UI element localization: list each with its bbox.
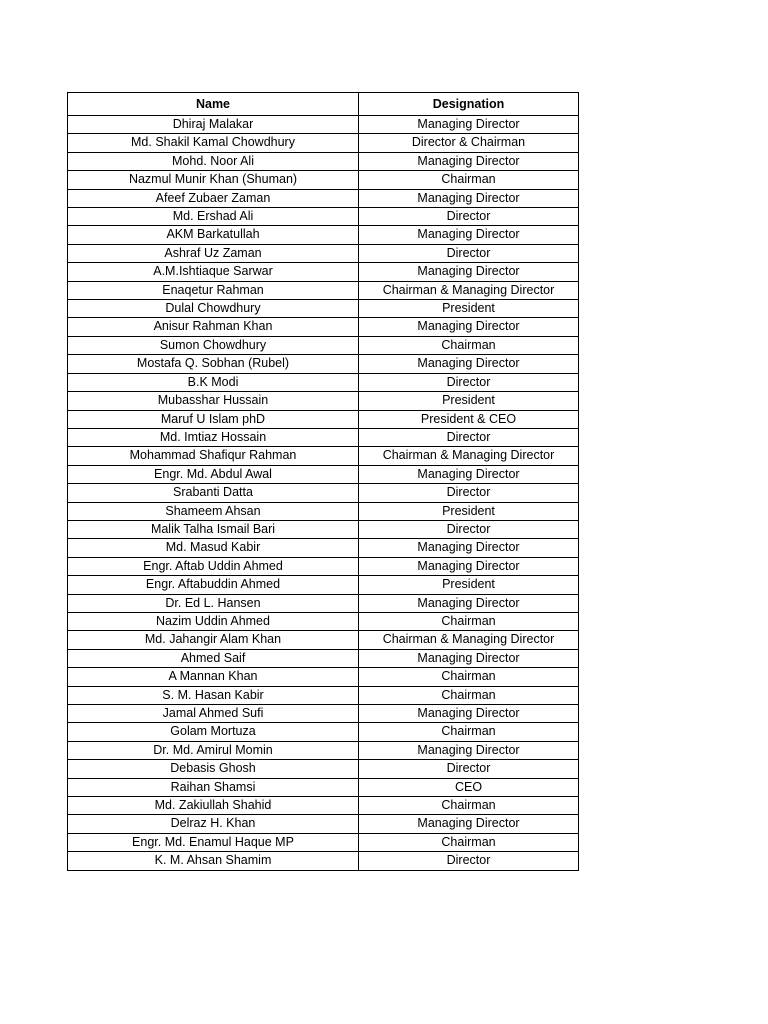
cell-designation: Managing Director: [359, 116, 579, 134]
cell-name: Md. Jahangir Alam Khan: [68, 631, 359, 649]
cell-designation: Managing Director: [359, 557, 579, 575]
cell-name: Nazmul Munir Khan (Shuman): [68, 171, 359, 189]
cell-name: Malik Talha Ismail Bari: [68, 520, 359, 538]
cell-designation: President: [359, 502, 579, 520]
cell-designation: Managing Director: [359, 318, 579, 336]
cell-name: Delraz H. Khan: [68, 815, 359, 833]
cell-designation: Managing Director: [359, 152, 579, 170]
table-row: [68, 428, 579, 446]
cell-designation: Chairman: [359, 668, 579, 686]
cell-designation: Director: [359, 852, 579, 870]
table-row: [68, 520, 579, 538]
table-row: [68, 116, 579, 134]
cell-name: Md. Shakil Kamal Chowdhury: [68, 134, 359, 152]
cell-name: Golam Mortuza: [68, 723, 359, 741]
cell-name: Engr. Md. Abdul Awal: [68, 465, 359, 483]
cell-name: K. M. Ahsan Shamim: [68, 852, 359, 870]
cell-designation: Managing Director: [359, 539, 579, 557]
cell-designation: Chairman: [359, 686, 579, 704]
cell-designation: President & CEO: [359, 410, 579, 428]
cell-name: Engr. Aftabuddin Ahmed: [68, 576, 359, 594]
table-body: [68, 116, 579, 871]
table-row: [68, 778, 579, 796]
cell-name: Shameem Ahsan: [68, 502, 359, 520]
cell-designation: Managing Director: [359, 226, 579, 244]
cell-name: Debasis Ghosh: [68, 760, 359, 778]
cell-name: Mohammad Shafiqur Rahman: [68, 447, 359, 465]
cell-designation: Director & Chairman: [359, 134, 579, 152]
table-row: [68, 134, 579, 152]
table-row: [68, 152, 579, 170]
table-row: [68, 171, 579, 189]
table-row: [68, 668, 579, 686]
table-row: [68, 447, 579, 465]
document-page: [67, 92, 579, 871]
cell-name: Sumon Chowdhury: [68, 336, 359, 354]
table-row: [68, 392, 579, 410]
header-row: [68, 93, 579, 116]
cell-designation: Director: [359, 208, 579, 226]
cell-designation: Managing Director: [359, 263, 579, 281]
cell-designation: Chairman & Managing Director: [359, 281, 579, 299]
table-row: [68, 244, 579, 262]
table-row: [68, 465, 579, 483]
cell-designation: Managing Director: [359, 594, 579, 612]
cell-designation: Managing Director: [359, 705, 579, 723]
table-row: [68, 502, 579, 520]
cell-designation: President: [359, 576, 579, 594]
table-row: [68, 741, 579, 759]
cell-designation: Managing Director: [359, 741, 579, 759]
cell-name: Jamal Ahmed Sufi: [68, 705, 359, 723]
cell-name: S. M. Hasan Kabir: [68, 686, 359, 704]
cell-name: Dr. Md. Amirul Momin: [68, 741, 359, 759]
table-row: [68, 355, 579, 373]
column-header-name: Name: [68, 93, 359, 116]
cell-designation: Director: [359, 373, 579, 391]
cell-name: Engr. Md. Enamul Haque MP: [68, 833, 359, 851]
cell-designation: Chairman: [359, 797, 579, 815]
cell-name: Mostafa Q. Sobhan (Rubel): [68, 355, 359, 373]
cell-name: Afeef Zubaer Zaman: [68, 189, 359, 207]
cell-name: Md. Imtiaz Hossain: [68, 428, 359, 446]
table-row: [68, 686, 579, 704]
cell-name: Maruf U Islam phD: [68, 410, 359, 428]
cell-designation: Chairman: [359, 723, 579, 741]
cell-name: Ahmed Saif: [68, 649, 359, 667]
table-row: [68, 300, 579, 318]
table-row: [68, 281, 579, 299]
cell-name: AKM Barkatullah: [68, 226, 359, 244]
cell-designation: Director: [359, 520, 579, 538]
executive-table: [67, 92, 579, 871]
cell-designation: Managing Director: [359, 815, 579, 833]
cell-designation: Chairman: [359, 612, 579, 630]
table-row: [68, 833, 579, 851]
table-row: [68, 410, 579, 428]
cell-designation: President: [359, 300, 579, 318]
cell-name: A.M.Ishtiaque Sarwar: [68, 263, 359, 281]
cell-name: Engr. Aftab Uddin Ahmed: [68, 557, 359, 575]
cell-designation: Chairman & Managing Director: [359, 447, 579, 465]
cell-name: Raihan Shamsi: [68, 778, 359, 796]
table-row: [68, 318, 579, 336]
table-row: [68, 631, 579, 649]
cell-designation: CEO: [359, 778, 579, 796]
table-row: [68, 484, 579, 502]
table-row: [68, 576, 579, 594]
cell-name: Md. Ershad Ali: [68, 208, 359, 226]
cell-designation: Managing Director: [359, 189, 579, 207]
cell-designation: Chairman: [359, 171, 579, 189]
cell-designation: Managing Director: [359, 355, 579, 373]
cell-designation: President: [359, 392, 579, 410]
table-row: [68, 797, 579, 815]
table-row: [68, 815, 579, 833]
table-row: [68, 208, 579, 226]
cell-designation: Managing Director: [359, 465, 579, 483]
cell-designation: Chairman: [359, 833, 579, 851]
cell-name: Md. Zakiullah Shahid: [68, 797, 359, 815]
table-row: [68, 263, 579, 281]
table-row: [68, 705, 579, 723]
table-row: [68, 852, 579, 870]
cell-designation: Director: [359, 244, 579, 262]
cell-name: Mohd. Noor Ali: [68, 152, 359, 170]
cell-name: Dr. Ed L. Hansen: [68, 594, 359, 612]
cell-name: Ashraf Uz Zaman: [68, 244, 359, 262]
cell-name: Srabanti Datta: [68, 484, 359, 502]
table-row: [68, 336, 579, 354]
cell-name: Dhiraj Malakar: [68, 116, 359, 134]
cell-name: A Mannan Khan: [68, 668, 359, 686]
table-row: [68, 557, 579, 575]
table-row: [68, 723, 579, 741]
cell-name: Nazim Uddin Ahmed: [68, 612, 359, 630]
cell-name: Enaqetur Rahman: [68, 281, 359, 299]
column-header-designation: Designation: [359, 93, 579, 116]
table-row: [68, 760, 579, 778]
table-row: [68, 649, 579, 667]
table-row: [68, 189, 579, 207]
cell-designation: Managing Director: [359, 649, 579, 667]
cell-name: B.K Modi: [68, 373, 359, 391]
cell-designation: Director: [359, 484, 579, 502]
table-row: [68, 612, 579, 630]
cell-designation: Chairman: [359, 336, 579, 354]
table-row: [68, 594, 579, 612]
cell-designation: Director: [359, 428, 579, 446]
cell-designation: Director: [359, 760, 579, 778]
cell-name: Md. Masud Kabir: [68, 539, 359, 557]
table-row: [68, 539, 579, 557]
table-row: [68, 226, 579, 244]
cell-name: Anisur Rahman Khan: [68, 318, 359, 336]
cell-designation: Chairman & Managing Director: [359, 631, 579, 649]
table-header: [68, 93, 579, 116]
cell-name: Dulal Chowdhury: [68, 300, 359, 318]
cell-name: Mubasshar Hussain: [68, 392, 359, 410]
table-row: [68, 373, 579, 391]
